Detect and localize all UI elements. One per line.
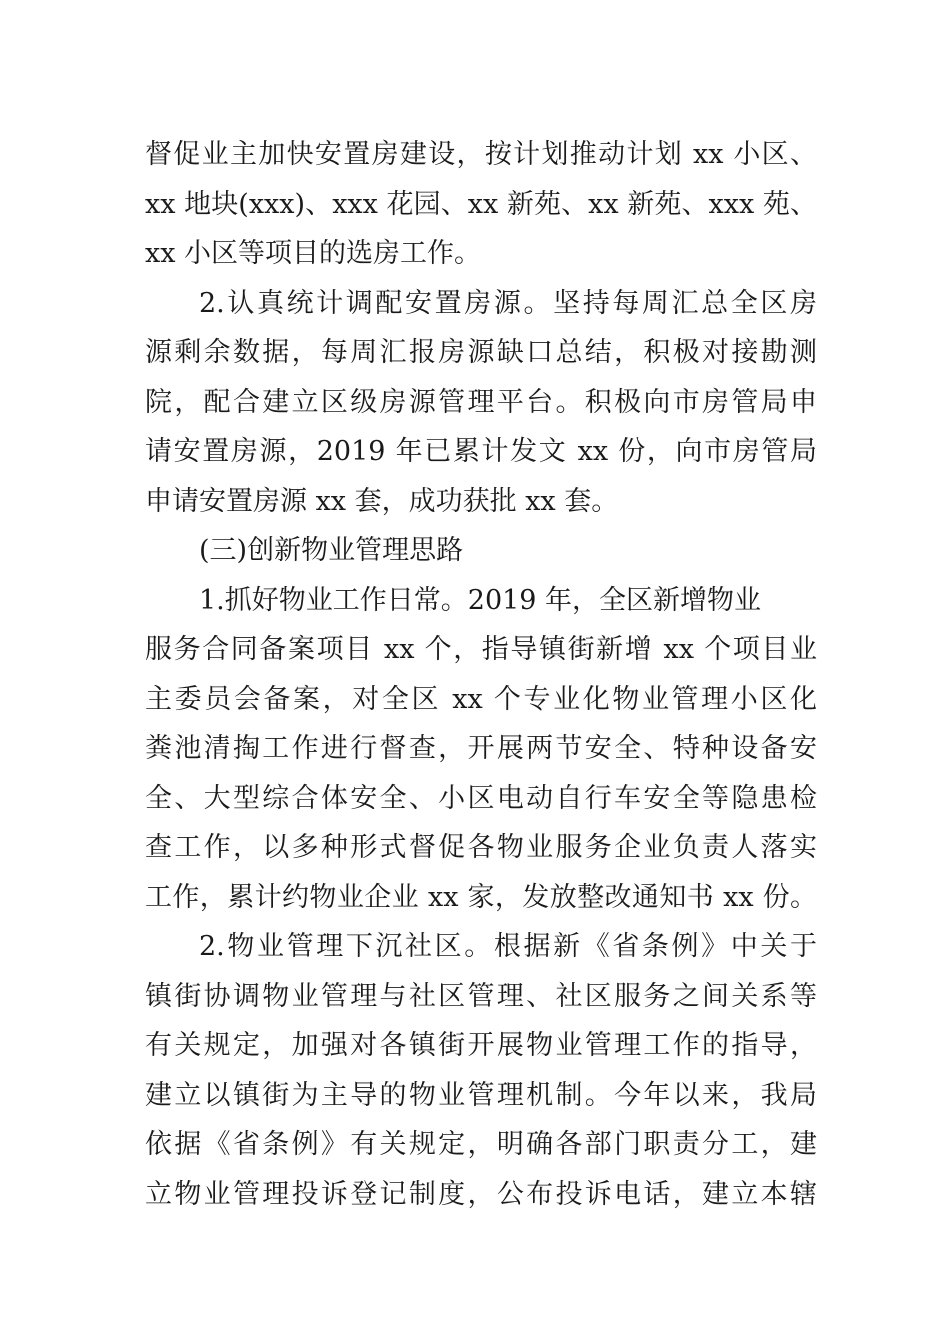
text-line: 源剩余数据，每周汇报房源缺口总结，积极对接勘测 [145,337,817,368]
text-line: xx 地块(xxx)、xxx 花园、xx 新苑、xx 新苑、xxx 苑、 [145,188,817,220]
text-line: 镇街协调物业管理与社区管理、社区服务之间关系等 [145,980,817,1012]
text-line: 查工作，以多种形式督促各物业服务企业负责人落实 [145,832,817,863]
text-line: xx 小区等项目的选房工作。 [145,238,482,269]
text-line: 申请安置房源 xx 套，成功获批 xx 套。 [145,485,619,517]
text-line: 粪池清掏工作进行督查，开展两节安全、特种设备安 [145,733,817,764]
text-line: 建立以镇街为主导的物业管理机制。今年以来，我局 [145,1079,817,1111]
text-line: 院，配合建立区级房源管理平台。积极向市房管局申 [145,386,817,418]
section-item-heading-line: 2.认真统计调配安置房源。坚持每周汇总全区房 [199,287,817,319]
text-line: 督促业主加快安置房建设，按计划推动计划 xx 小区、 [145,139,817,170]
section-heading: (三)创新物业管理思路 [199,535,464,566]
text-line: 立物业管理投诉登记制度，公布投诉电话，建立本辖 [145,1178,817,1210]
text-line: 有关规定，加强对各镇街开展物业管理工作的指导， [145,1030,817,1061]
text-line: 依据《省条例》有关规定，明确各部门职责分工，建 [145,1129,817,1160]
text-line: 请安置房源，2019 年已累计发文 xx 份，向市房管局 [145,436,817,467]
document-body [145,130,817,1219]
section-item-heading-line: 2.物业管理下沉社区。根据新《省条例》中关于 [199,931,817,962]
text-line: 全、大型综合体安全、小区电动自行车安全等隐患检 [145,782,817,814]
section-item-heading-line: 1.抓好物业工作日常。2019 年，全区新增物业 [199,584,762,616]
text-line: 服务合同备案项目 xx 个，指导镇街新增 xx 个项目业 [145,634,817,665]
text-line: 工作，累计约物业企业 xx 家，发放整改通知书 xx 份。 [145,881,817,913]
text-line: 主委员会备案，对全区 xx 个专业化物业管理小区化 [145,683,817,715]
